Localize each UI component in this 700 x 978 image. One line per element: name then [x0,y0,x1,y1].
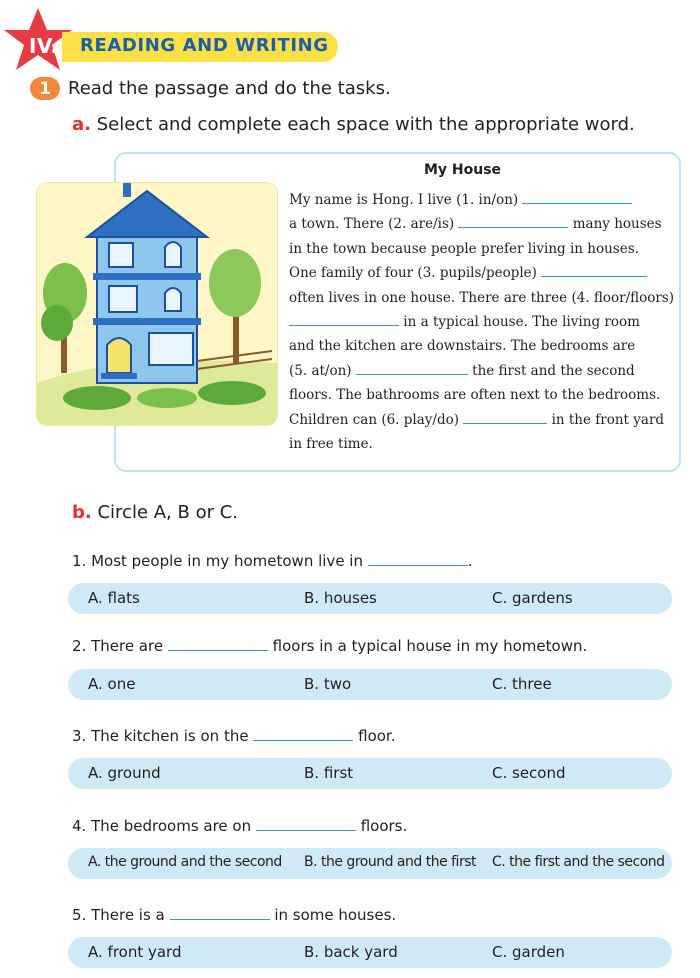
options-bar-4 [68,848,672,879]
question-blank[interactable] [170,905,270,920]
option-b[interactable]: B. houses [304,589,377,607]
question-4: 4. The bedrooms are on floors. [72,817,408,835]
passage-line: My name is Hong. I live (1. in/on) [289,188,669,212]
question-blank[interactable] [253,726,353,741]
option-c[interactable]: C. three [492,675,552,693]
answer-blank-6[interactable] [463,409,547,424]
answer-blank-4[interactable] [289,311,399,326]
question-3: 3. The kitchen is on the floor. [72,727,396,745]
option-c[interactable]: C. garden [492,943,565,961]
section-header [0,0,700,78]
section-number: IV. [29,34,59,58]
task-number-badge: 1 [30,77,60,100]
passage-line: (5. at/on) the first and the second [289,359,669,383]
passage-title: My House [423,162,502,178]
part-a-letter: a. [72,114,91,135]
options-bar-3 [68,758,672,789]
option-b[interactable]: B. back yard [304,943,398,961]
option-b[interactable]: B. two [304,675,352,693]
part-b-heading [72,502,238,523]
part-b-letter: b. [72,502,92,523]
section-title: READING AND WRITING [80,35,329,56]
option-c[interactable]: C. gardens [492,589,573,607]
answer-blank-3[interactable] [541,262,647,277]
part-a-heading [72,114,635,135]
options-bar-1 [68,583,672,614]
answer-blank-1[interactable] [522,189,632,204]
options-bar-5 [68,937,672,968]
question-1: 1. Most people in my hometown live in . [72,552,473,570]
passage-line: often lives in one house. There are three (4. floor/floors) [289,289,675,306]
house-picture [37,183,277,425]
part-b-text: Circle A, B or C. [97,502,238,523]
options-bar-2 [68,669,672,700]
option-a[interactable]: A. the ground and the second [88,854,282,870]
option-a[interactable]: A. one [88,675,136,693]
passage-text [289,188,675,456]
passage-line: a town. There (2. are/is) many houses [289,212,669,236]
passage-line: Children can (6. play/do) in the front yard [289,408,669,432]
question-blank[interactable] [168,636,268,651]
part-a-text: Select and complete each space with the appropriate word. [96,114,635,135]
passage-line: floors. The bathrooms are often next to the bedrooms. [289,387,661,404]
question-5: 5. There is a in some houses. [72,906,397,924]
question-blank[interactable] [256,816,356,831]
answer-blank-2[interactable] [458,213,568,228]
passage-line: and the kitchen are downstairs. The bedrooms are [289,338,636,355]
question-blank[interactable] [368,551,468,566]
answer-blank-5[interactable] [356,360,468,375]
option-c[interactable]: C. the first and the second [492,854,665,870]
passage-line: in the town because people prefer living in houses. [289,240,639,257]
question-2: 2. There are floors in a typical house in my hometown. [72,637,588,655]
house-illustration [37,183,277,425]
option-b[interactable]: B. first [304,764,354,782]
option-a[interactable]: A. ground [88,764,161,782]
passage-line: in a typical house. The living room [289,310,669,334]
option-a[interactable]: A. front yard [88,943,182,961]
option-c[interactable]: C. second [492,764,566,782]
passage-line: One family of four (3. pupils/people) [289,261,669,285]
option-b[interactable]: B. the ground and the first [304,854,476,870]
task-instruction: Read the passage and do the tasks. [68,78,391,99]
option-a[interactable]: A. flats [88,589,140,607]
passage-line: in free time. [289,436,373,453]
